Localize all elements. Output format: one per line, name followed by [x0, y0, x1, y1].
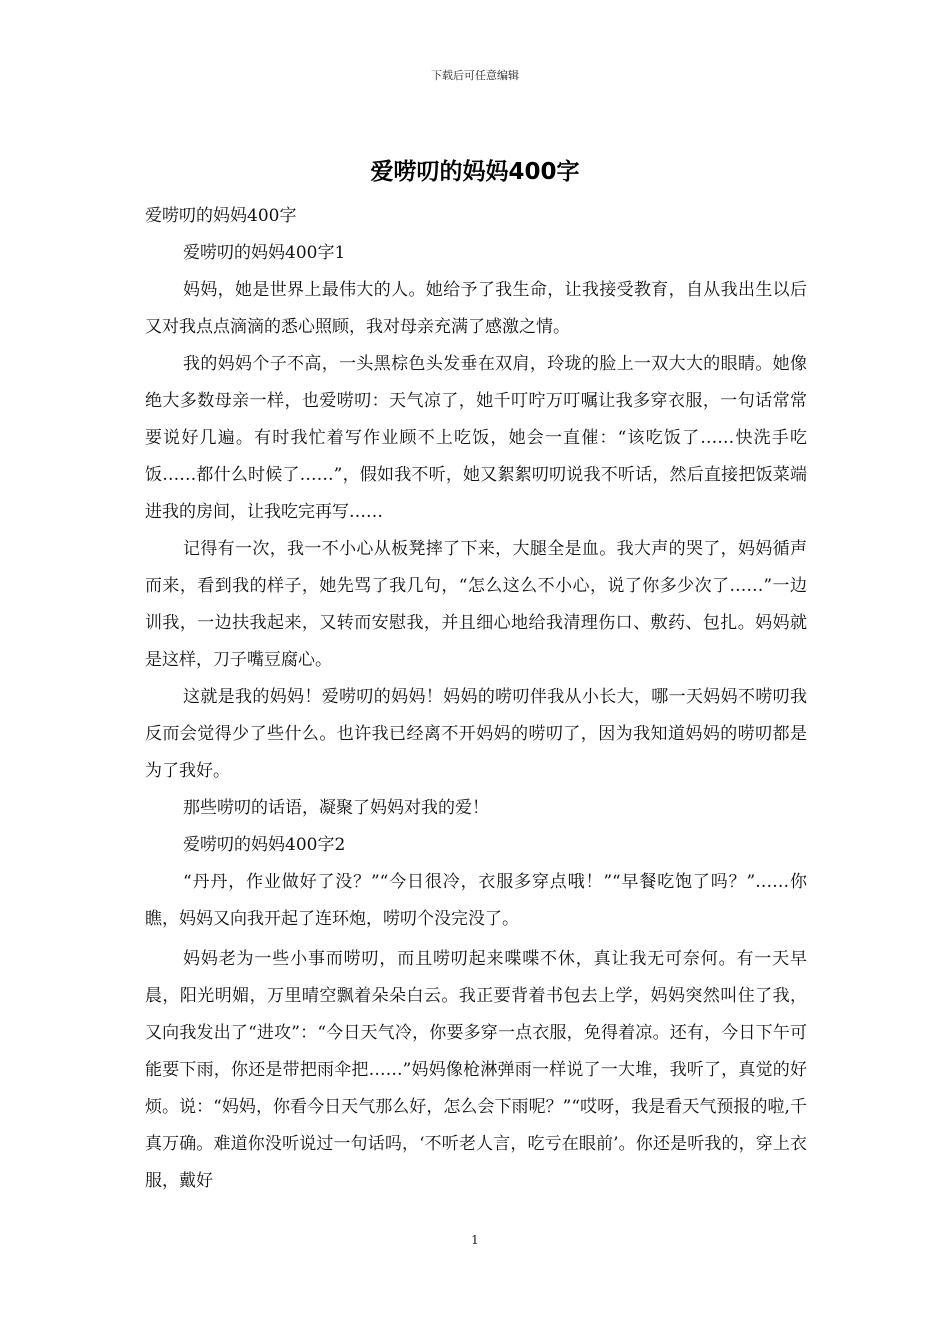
page-header: 下载后可任意编辑	[431, 69, 519, 82]
paragraph: 爱唠叨的妈妈400字	[145, 206, 297, 226]
paragraph: “丹丹，作业做好了没？”“今日很冷，衣服多穿点哦！”“早餐吃饱了吗？”……你瞧，妈妈又向我开起了连环炮，唠叨个没完没了。	[145, 872, 807, 929]
page-number: 1	[471, 1233, 479, 1247]
paragraph: 那些唠叨的话语，凝聚了妈妈对我的爱！	[183, 798, 489, 818]
paragraph: 爱唠叨的妈妈400字2	[183, 835, 346, 855]
paragraph: 妈妈，她是世界上最伟大的人。她给予了我生命，让我接受教育，自从我出生以后又对我点点滴滴的悉心照顾，我对母亲充满了感激之情。	[145, 280, 807, 337]
document-body	[145, 198, 807, 1200]
paragraph: 妈妈老为一些小事而唠叨，而且唠叨起来喋喋不休，真让我无可奈何。有一天早晨，阳光明媚，万里晴空飘着朵朵白云。我正要背着书包去上学，妈妈突然叫住了我，又向我发出了“进攻”：“今日天气冷，你要多穿一点衣服，免得着凉。还有，今日下午可能要下雨，你还是带把雨伞把……”妈妈像枪淋弹雨一样说了一大堆，我听了，真觉的好烦。说：“妈妈，你看今日天气那么好，怎么会下雨呢？”“哎呀，我是看天气预报的啦,千真万确。难道你没听说过一句话吗，‘不听老人言，吃亏在眼前’。你还是听我的，穿上衣服，戴好	[145, 949, 807, 1191]
paragraph: 爱唠叨的妈妈400字1	[183, 243, 346, 263]
paragraph: 记得有一次，我一不小心从板凳摔了下来，大腿全是血。我大声的哭了，妈妈循声而来，看到我的样子，她先骂了我几句，“怎么这么不小心，说了你多少次了……”一边训我，一边扶我起来，又转而安慰我，并且细心地给我清理伤口、敷药、包扎。妈妈就是这样，刀子嘴豆腐心。	[145, 539, 807, 670]
document-title: 爱唠叨的妈妈400字	[370, 159, 580, 185]
paragraph: 这就是我的妈妈！爱唠叨的妈妈！妈妈的唠叨伴我从小长大，哪一天妈妈不唠叨我反而会觉得少了些什么。也许我已经离不开妈妈的唠叨了，因为我知道妈妈的唠叨都是为了我好。	[145, 687, 807, 781]
paragraph: 我的妈妈个子不高，一头黑棕色头发垂在双肩，玲珑的脸上一双大大的眼睛。她像绝大多数母亲一样，也爱唠叨：天气凉了，她千叮咛万叮嘱让我多穿衣服，一句话常常要说好几遍。有时我忙着写作业顾不上吃饭，她会一直催：“该吃饭了……快洗手吃饭……都什么时候了……”，假如我不听，她又絮絮叨叨说我不听话，然后直接把饭菜端进我的房间，让我吃完再写……	[145, 354, 807, 522]
